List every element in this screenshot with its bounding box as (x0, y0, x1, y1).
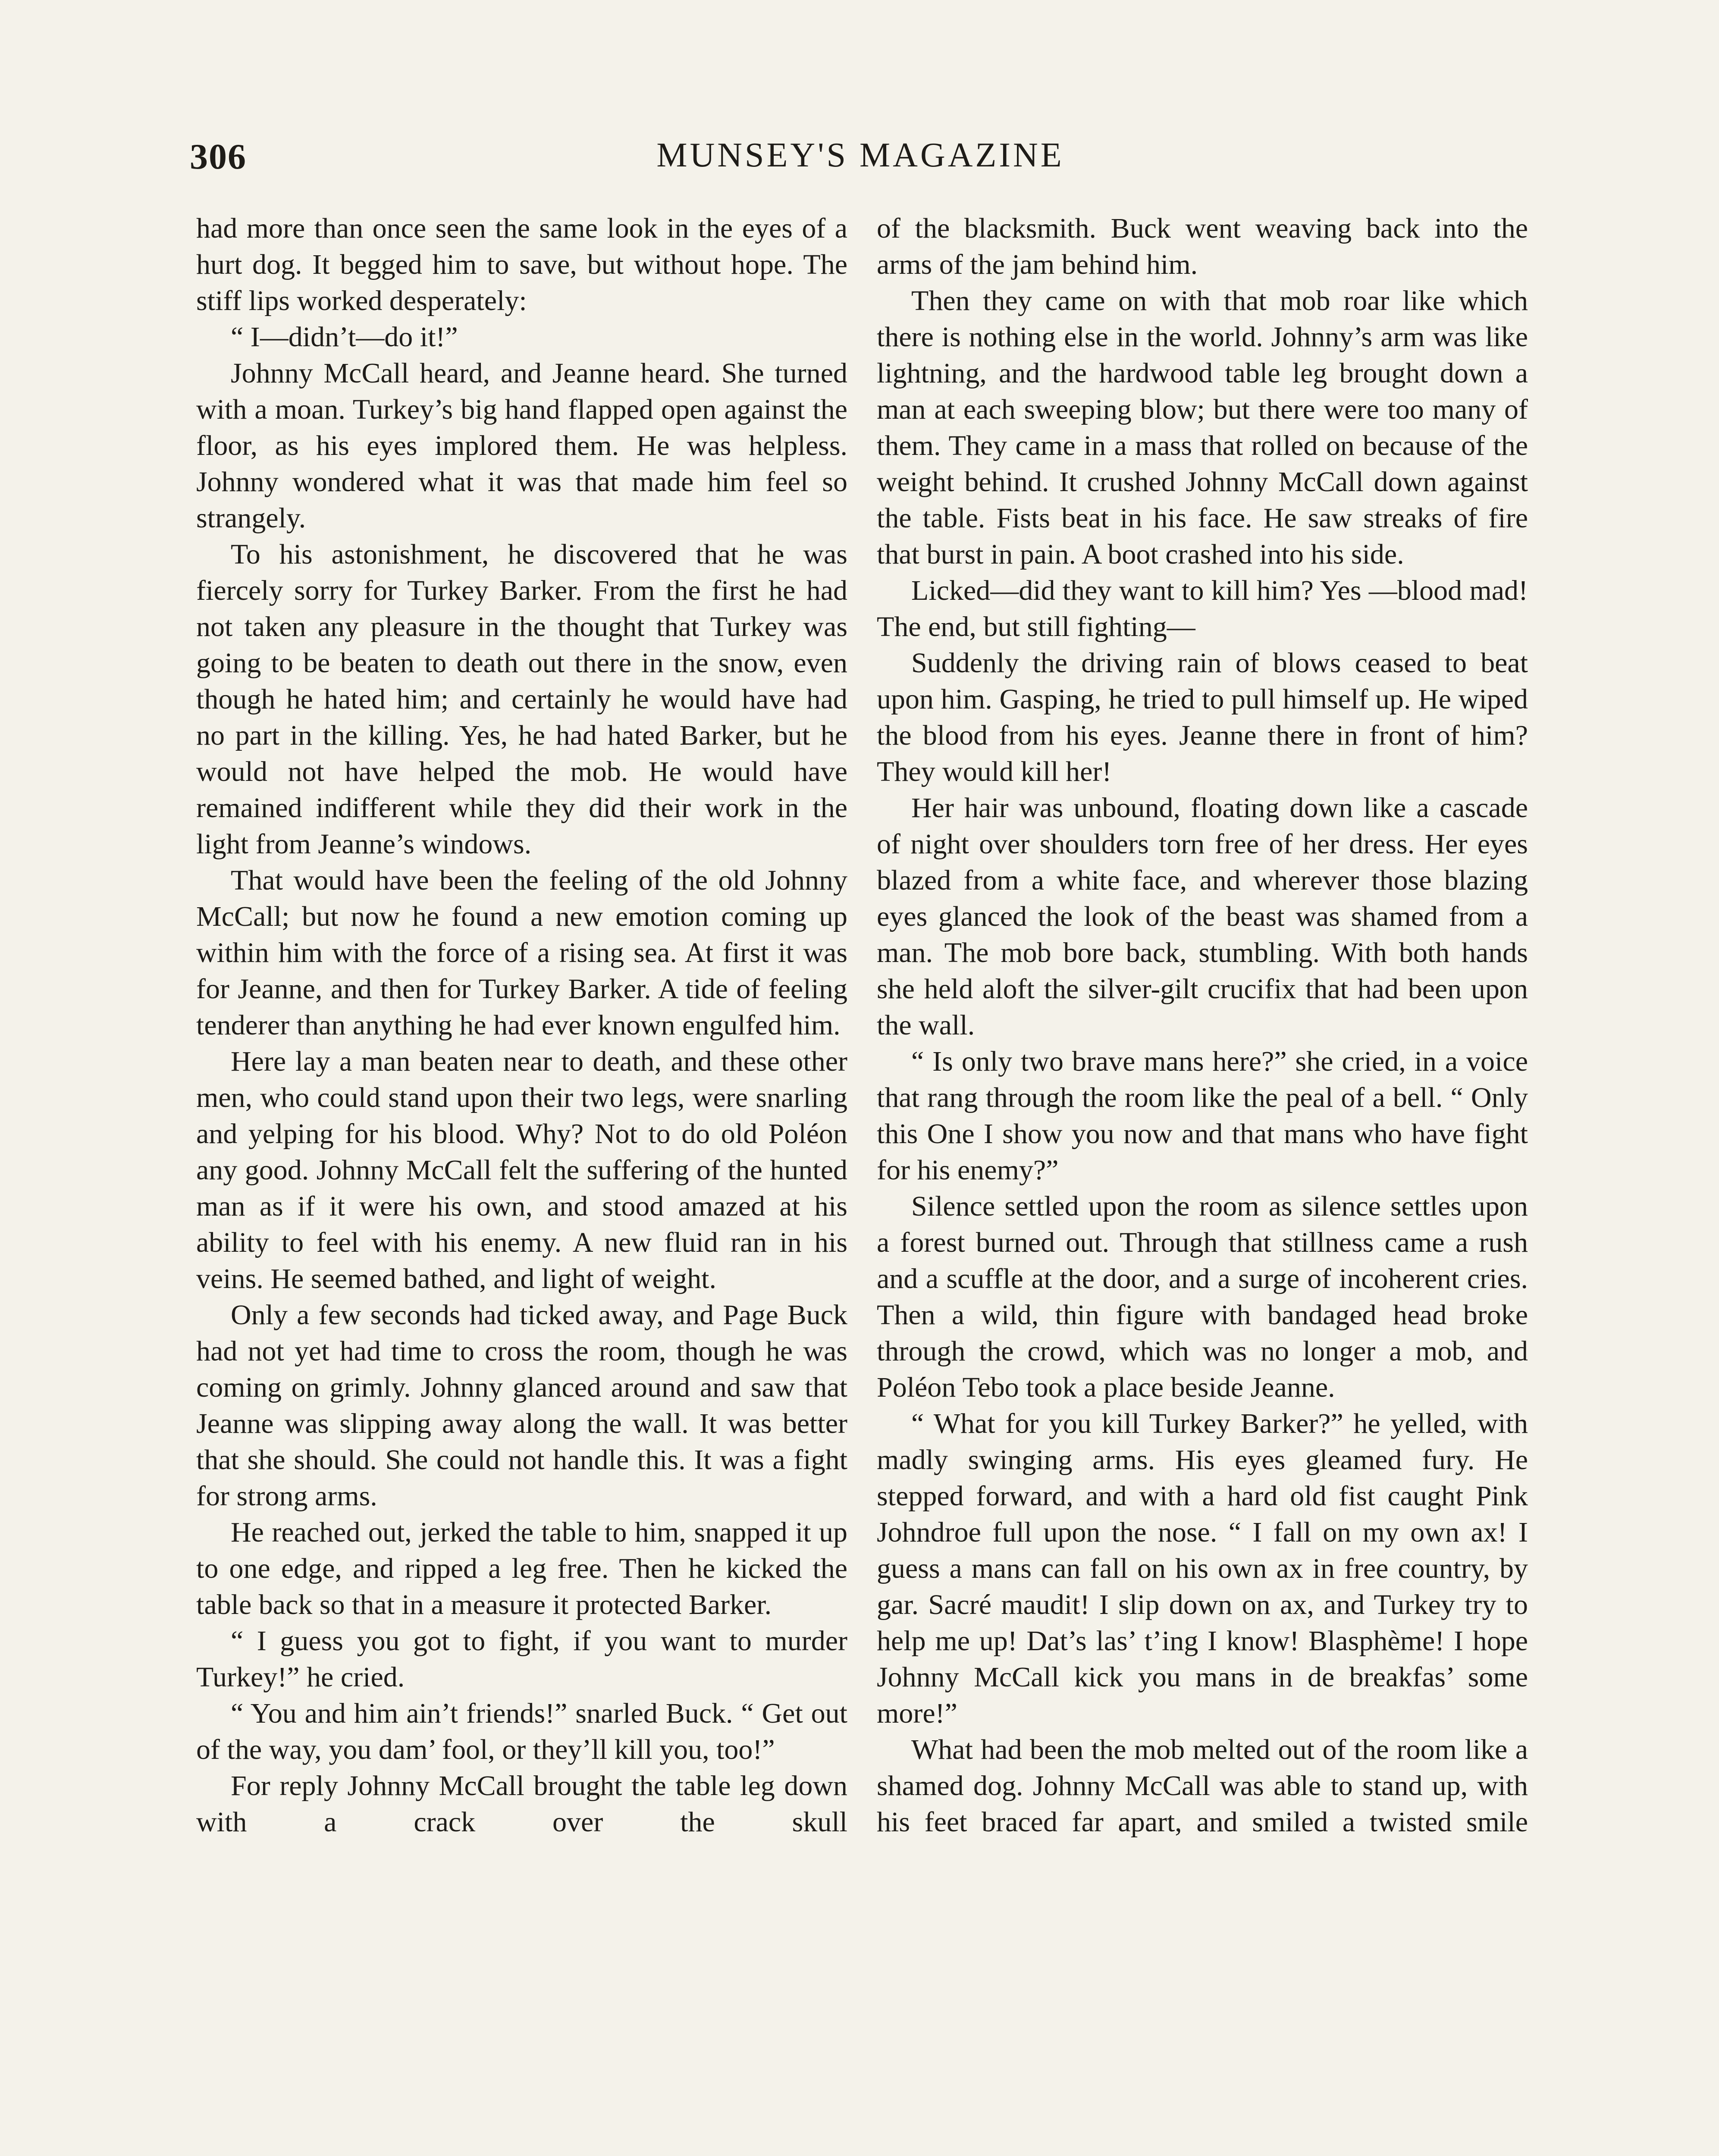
paragraph: of the blacksmith. Buck went weaving back into the arms of the jam behind him. (877, 213, 1528, 280)
left-column (196, 210, 847, 1840)
paragraph: To his astonishment, he discovered that he was fiercely sorry for Turkey Barker. From the first he had not taken any pleasure in the thought that Turkey was going to be beaten to death out there in the snow, even though he hated him; and certainly he would have had no part in the killing. Yes, he had hated Barker, but he would not have helped the mob. He would have remained indifferent while they did their work in the light from Jeanne’s windows. (196, 539, 847, 860)
paragraph: “ What for you kill Turkey Barker?” he yelled, with madly swinging arms. His eyes gleamed fury. He stepped forward, and with a hard old fist caught Pink Johndroe full upon the nose. “ I fall on my own ax! I guess a mans can fall on his own ax in free country, by gar. Sacré maudit! I slip down on ax, and Turkey try to help me up! Dat’s las’ t’ing I know! Blasphème! I hope Johnny McCall kick you mans in de breakfas’ some more!” (877, 1408, 1528, 1729)
paragraph: had more than once seen the same look in the eyes of a hurt dog. It begged him to save, but without hope. The stiff lips worked desperately: (196, 213, 847, 317)
right-column (877, 210, 1528, 1840)
paragraph: Silence settled upon the room as silence settles upon a forest burned out. Through that stillness came a rush and a scuffle at the door, and a surge of incoherent cries. Then a wild, thin figure with bandaged head broke through the crowd, which was no longer a mob, and Poléon Tebo took a place beside Jeanne. (877, 1191, 1528, 1403)
paragraph: For reply Johnny McCall brought the table leg down with a crack over the skull (196, 1770, 847, 1838)
page-header (190, 136, 1531, 188)
paragraph: “ I—didn’t—do it!” (231, 321, 458, 353)
paragraph: Her hair was unbound, floating down like a cascade of night over shoulders torn free of her dress. Her eyes blazed from a white face, and wherever those blazing eyes glanced the look of the beast was shamed from a man. The mob bore back, stumbling. With both hands she held aloft the silver-gilt crucifix that had been upon the wall. (877, 792, 1528, 1041)
paragraph: That would have been the feeling of the old Johnny McCall; but now he found a new emotion coming up within him with the force of a rising sea. At first it was for Jeanne, and then for Turkey Barker. A tide of feeling tenderer than anything he had ever known engulfed him. (196, 865, 847, 1041)
paragraph: Only a few seconds had ticked away, and Page Buck had not yet had time to cross the room, though he was coming on grimly. Johnny glanced around and saw that Jeanne was slipping away along the wall. It was better that she should. She could not handle this. It was a fight for strong arms. (196, 1299, 847, 1512)
paragraph: Then they came on with that mob roar like which there is nothing else in the world. Johnny’s arm was like lightning, and the hardwood table leg brought down a man at each sweeping blow; but there were too many of them. They came in a mass that rolled on because of the weight behind. It crushed Johnny McCall down against the table. Fists beat in his face. He saw streaks of fire that burst in pain. A boot crashed into his side. (877, 285, 1528, 570)
paragraph: He reached out, jerked the table to him, snapped it up to one edge, and ripped a leg free. Then he kicked the table back so that in a measure it protected Barker. (196, 1517, 847, 1620)
paragraph: Johnny McCall heard, and Jeanne heard. She turned with a moan. Turkey’s big hand flapped open against the floor, as his eyes implored them. He was helpless. Johnny wondered what it was that made him feel so strangely. (196, 357, 847, 534)
paragraph: Here lay a man beaten near to death, and these other men, who could stand upon their two legs, were snarling and yelping for his blood. Why? Not to do old Poléon any good. Johnny McCall felt the suffering of the hunted man as if it were his own, and stood amazed at his ability to feel with his enemy. A new fluid ran in his veins. He seemed bathed, and light of weight. (196, 1046, 847, 1294)
paragraph: Licked—did they want to kill him? Yes —blood mad! The end, but still fighting— (877, 575, 1528, 642)
paragraph: “ Is only two brave mans here?” she cried, in a voice that rang through the room like the peal of a bell. “ Only this One I show you now and that mans who have fight for his enemy?” (877, 1046, 1528, 1186)
running-head: MUNSEY'S MAGAZINE (656, 136, 1064, 174)
paragraph: “ I guess you got to fight, if you want to murder Turkey!” he cried. (196, 1625, 847, 1693)
paragraph: “ You and him ain’t friends!” snarled Buck. “ Get out of the way, you dam’ fool, or they’ll kill you, too!” (196, 1698, 847, 1765)
paragraph: What had been the mob melted out of the room like a shamed dog. Johnny McCall was able to stand up, with his feet braced far apart, and smiled a twisted smile (877, 1734, 1528, 1838)
page-number: 306 (190, 137, 247, 177)
paragraph: Suddenly the driving rain of blows ceased to beat upon him. Gasping, he tried to pull himself up. He wiped the blood from his eyes. Jeanne there in front of him? They would kill her! (877, 647, 1528, 787)
